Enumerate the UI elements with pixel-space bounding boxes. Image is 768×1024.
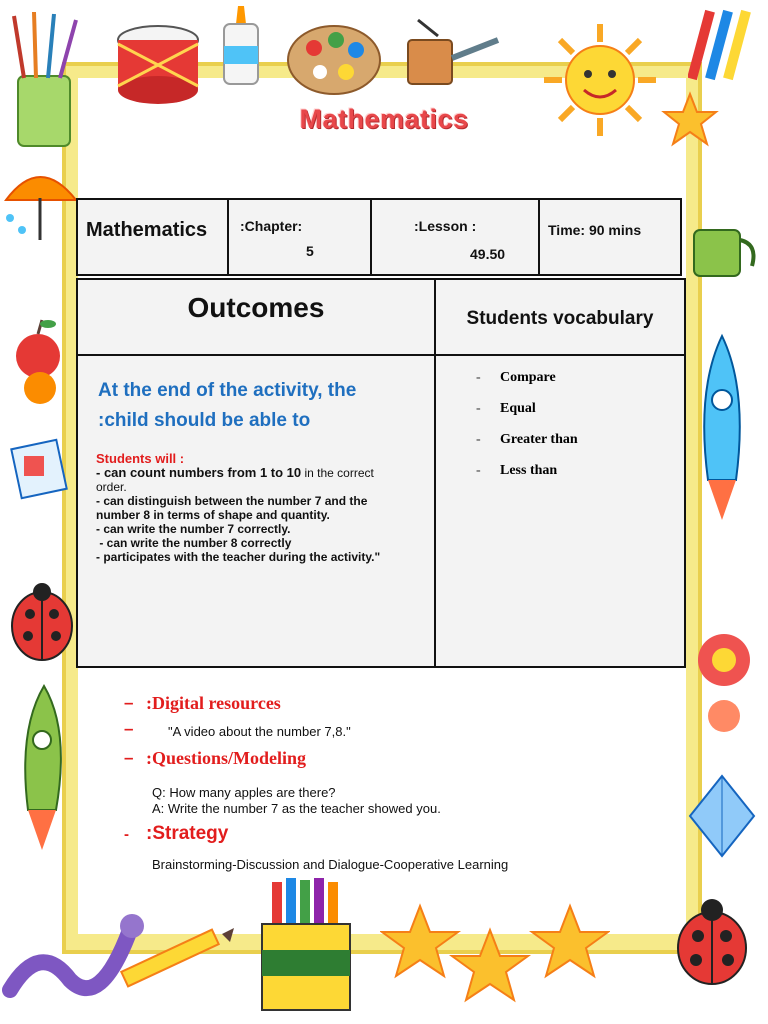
- vocabulary-item: [476, 463, 578, 494]
- outcomes-list: [96, 466, 426, 564]
- box-icon: [6, 430, 76, 510]
- time-label: Time: 90 mins: [548, 222, 642, 238]
- outcome-text-bold: - can write the number 7 correctly.: [96, 522, 291, 536]
- digital-resources-title: :Digital resources: [146, 693, 281, 713]
- strategy-title: :Strategy: [146, 823, 229, 844]
- students-will-label: Students will :: [96, 451, 185, 466]
- outcome-text-bold: order.: [96, 480, 127, 494]
- vocabulary-item-label: Compare: [500, 370, 556, 385]
- outcome-item: [96, 494, 426, 508]
- outcome-item: [96, 508, 426, 522]
- lesson-cell: [370, 198, 540, 276]
- list-dash-icon: -: [476, 463, 481, 478]
- strategy-text: Brainstorming-Discussion and Dialogue-Cooperative Learning: [152, 857, 509, 872]
- palette-icon: [284, 20, 384, 100]
- rocket-icon: [688, 330, 758, 530]
- answer-line: A: Write the number 7 as the teacher showed you.: [152, 801, 441, 816]
- outcomes-intro-line2: :child should be able to: [98, 410, 311, 431]
- chapter-label: :Chapter:: [240, 218, 303, 234]
- crayons-icon: [688, 0, 758, 90]
- outcome-text-rest: in the correct: [301, 466, 374, 480]
- list-dash-icon: –: [124, 748, 134, 767]
- vocabulary-item-label: Greater than: [500, 432, 578, 447]
- vocabulary-item: [476, 432, 578, 463]
- vocabulary-item: [476, 370, 578, 401]
- vocabulary-item-label: Equal: [500, 401, 536, 416]
- watering-can-icon: [682, 210, 762, 290]
- ladybug-icon: [666, 892, 756, 992]
- flower-icon: [684, 620, 764, 740]
- questions-title: :Questions/Modeling: [146, 748, 307, 768]
- glue-bottle-icon: [216, 2, 266, 92]
- outcome-text-bold: number 8 in terms of shape and quantity.: [96, 508, 330, 522]
- vocabulary-heading: Students vocabulary: [466, 308, 654, 329]
- digital-resources-text: "A video about the number 7,8.": [168, 724, 351, 739]
- subject-name: Mathematics: [86, 219, 208, 241]
- vocabulary-item: [476, 401, 578, 432]
- pencil-icon: [110, 920, 240, 1000]
- lesson-label: :Lesson :: [414, 218, 477, 234]
- ladybug-icon: [4, 578, 78, 668]
- list-dash-icon: -: [476, 401, 481, 416]
- rocket-icon: [0, 680, 80, 860]
- page-title: Mathematics: [299, 104, 469, 134]
- list-dash-icon: -: [476, 432, 481, 447]
- crayon-box-icon: [248, 870, 368, 1020]
- outcome-text-bold: - can write the number 8 correctly: [96, 536, 292, 550]
- outcomes-intro-line1: At the end of the activity, the: [98, 380, 357, 401]
- vocabulary-item-label: Less than: [500, 463, 558, 478]
- lesson-value: 49.50: [470, 246, 506, 262]
- outcome-text-bold: - participates with the teacher during the activity.": [96, 550, 381, 564]
- vocabulary-list: [476, 370, 578, 494]
- outcome-text-bold: - can count numbers from 1 to 10: [96, 465, 302, 480]
- list-dash-icon: –: [124, 693, 134, 712]
- kite-icon: [682, 770, 762, 870]
- question-line: Q: How many apples are there?: [152, 785, 336, 800]
- apple-icon: [4, 310, 74, 410]
- list-dash-icon: -: [476, 370, 481, 385]
- outcome-item: [96, 522, 426, 536]
- outcome-item: [96, 466, 426, 480]
- umbrella-icon: [0, 160, 80, 250]
- star-icon: [380, 900, 610, 1010]
- outcome-item: [96, 550, 426, 564]
- list-dash-icon: -: [124, 826, 129, 843]
- outcome-item: [96, 536, 426, 550]
- chapter-value: 5: [306, 243, 314, 259]
- list-dash-icon: –: [124, 719, 134, 738]
- outcomes-heading: Outcomes: [187, 292, 325, 323]
- outcome-item: [96, 480, 426, 494]
- outcome-text-bold: - can distinguish between the number 7 and the: [96, 494, 368, 508]
- watering-can-icon: [398, 10, 508, 100]
- chapter-cell: [227, 198, 372, 276]
